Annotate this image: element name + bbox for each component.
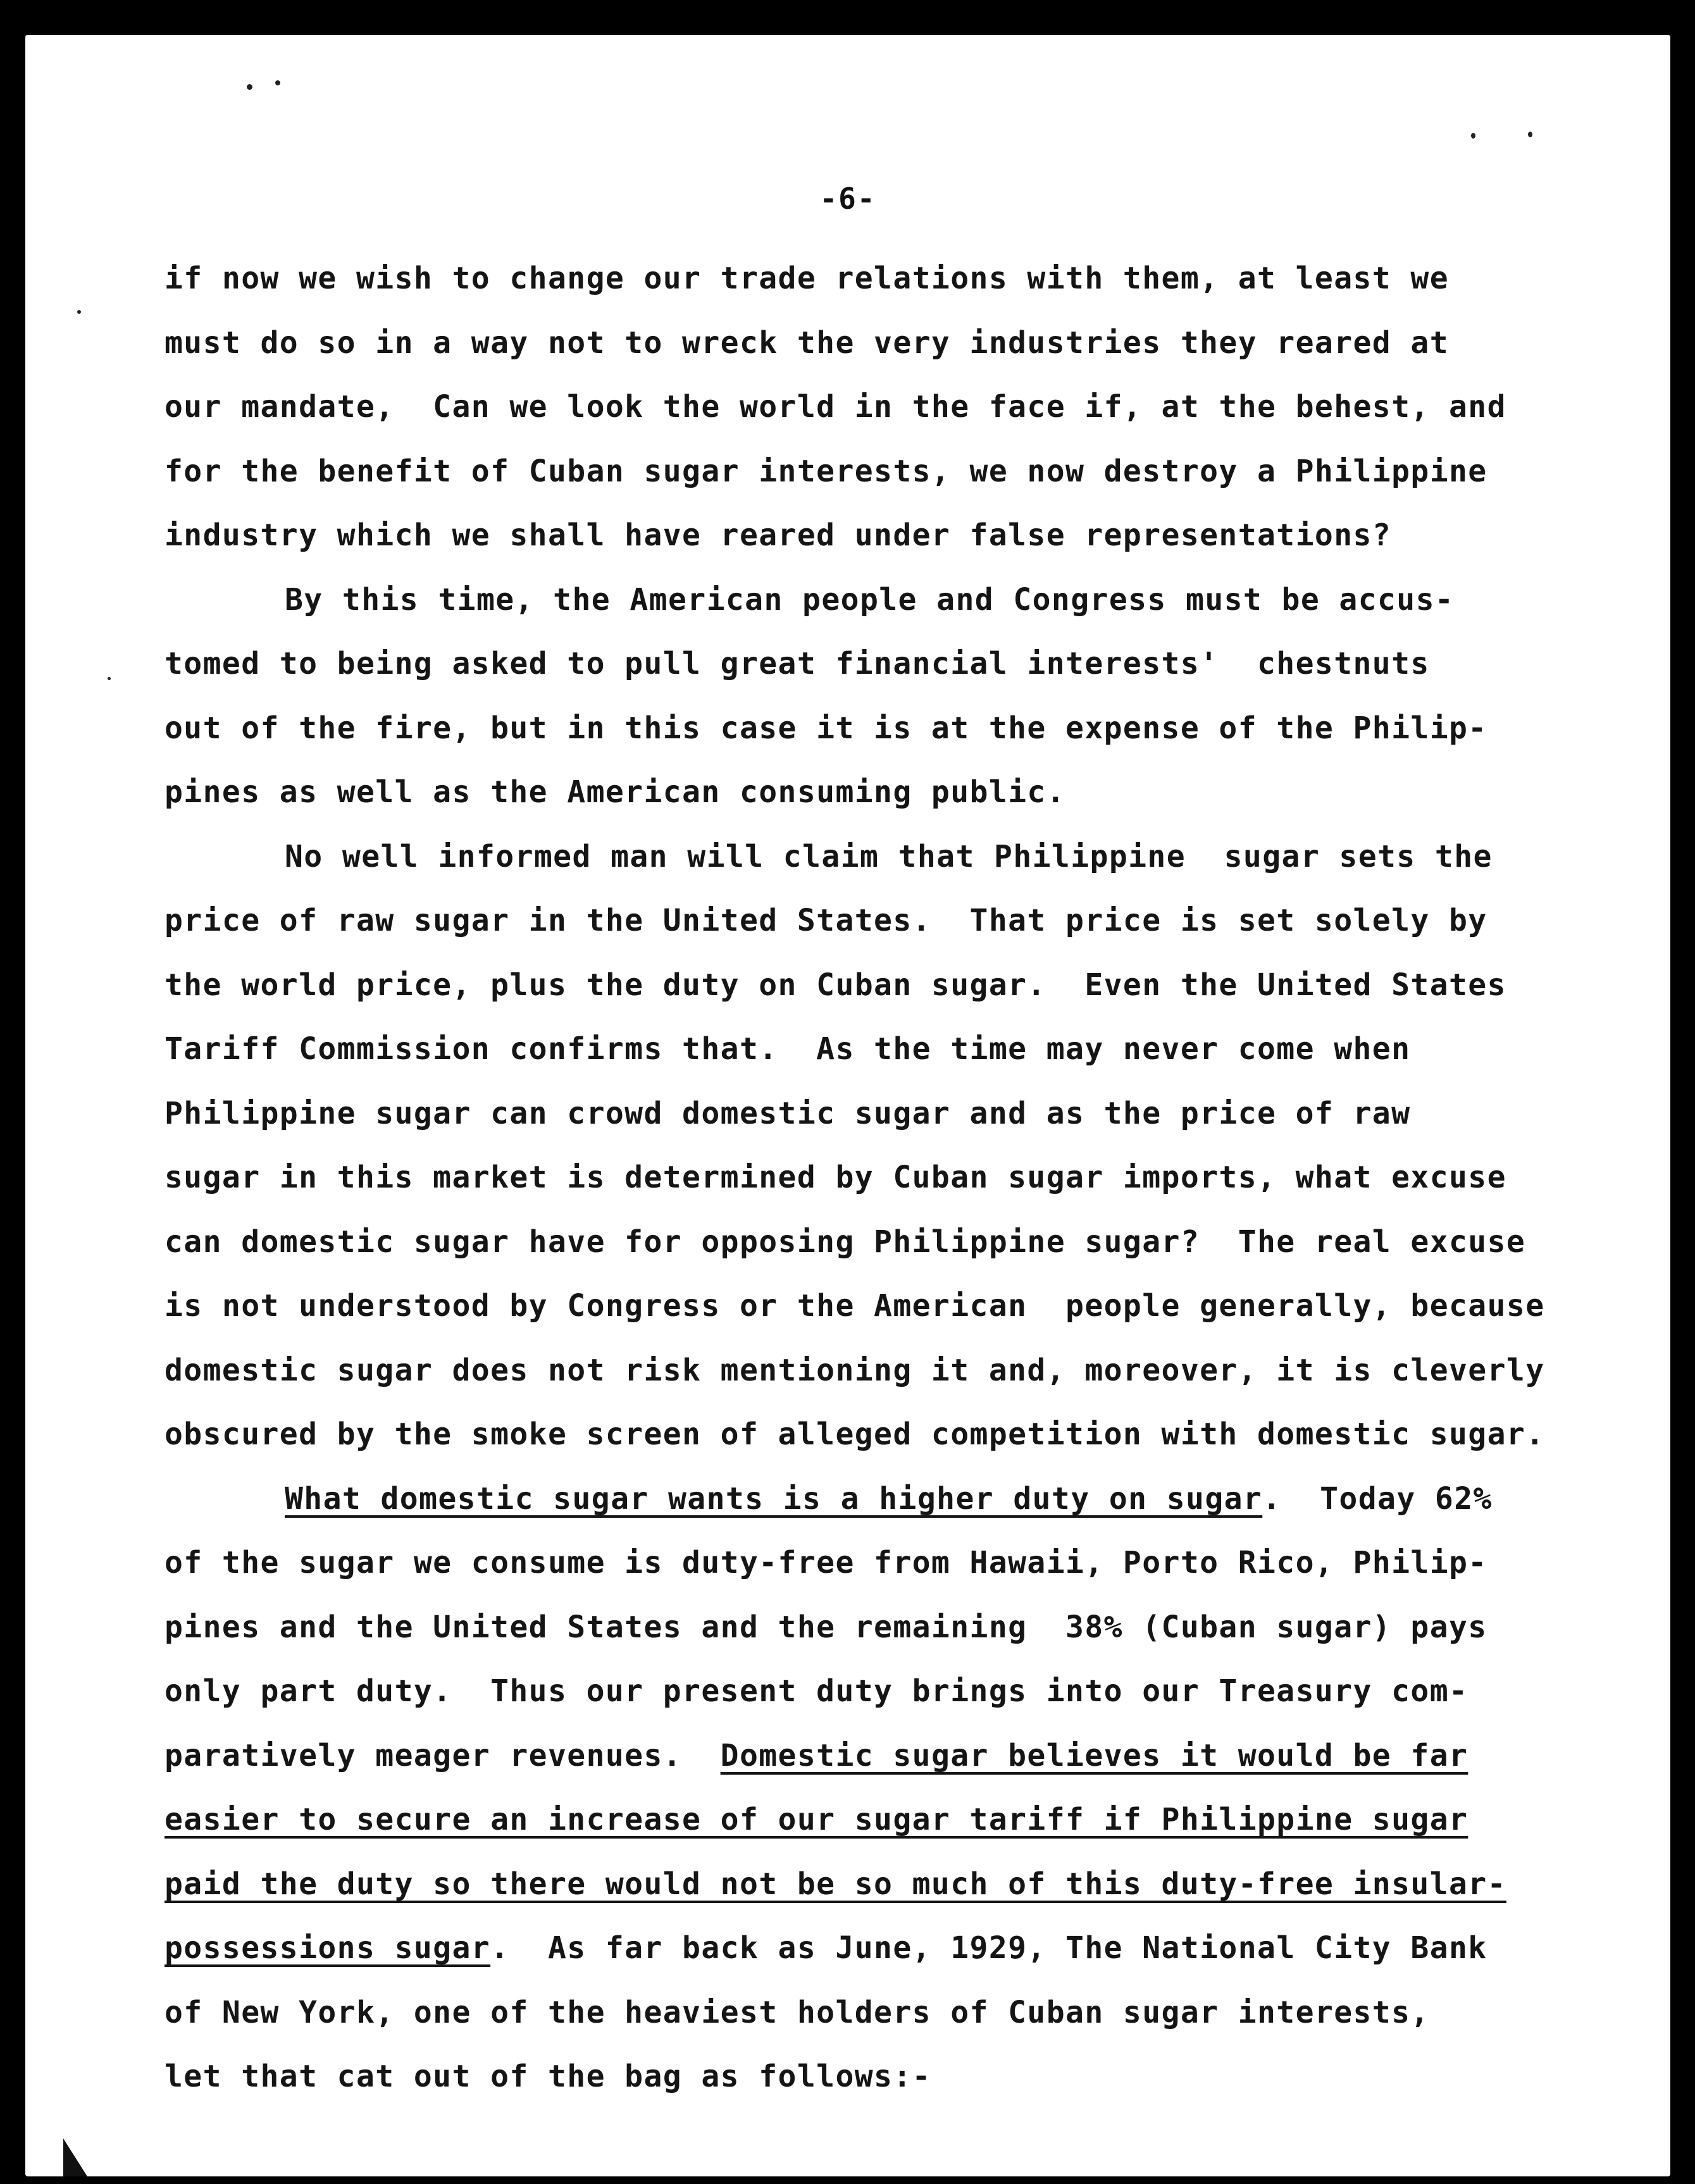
text-segment: . As far back as June, 1929, The National City Bank (490, 1930, 1487, 1966)
text-line (165, 2045, 1582, 2109)
underlined-text: What domestic sugar wants is a higher duty on sugar (285, 1480, 1263, 1517)
text-segment: . Today 62% (1262, 1480, 1493, 1517)
text-segment: Tariff Commission confirms that. As the time may never come when (165, 1031, 1411, 1067)
underlined-text: possessions sugar (165, 1930, 491, 1966)
text-segment: the world price, plus the duty on Cuban sugar. Even the United States (165, 967, 1506, 1003)
text-line (165, 1210, 1582, 1275)
text-segment: tomed to being asked to pull great financial interests' chestnuts (165, 646, 1430, 681)
underlined-text: paid the duty so there would not be so much of this duty-free insular- (165, 1866, 1506, 1902)
text-line (165, 1403, 1582, 1467)
text-line (165, 504, 1582, 568)
scan-speck (108, 677, 111, 680)
text-line (165, 1981, 1582, 2045)
text-segment: paratively meager revenues. (165, 1737, 721, 1773)
text-line (165, 1724, 1582, 1789)
text-segment: price of raw sugar in the United States. That price is set solely by (165, 903, 1487, 938)
text-segment: if now we wish to change our trade relations with them, at least we (165, 261, 1449, 296)
text-line (165, 953, 1582, 1018)
text-segment: for the benefit of Cuban sugar interests, we now destroy a Philippine (165, 453, 1487, 489)
text-line (165, 889, 1582, 953)
underlined-text: Domestic sugar believes it would be far (720, 1737, 1468, 1773)
text-line (165, 697, 1582, 761)
text-line (165, 1788, 1582, 1852)
text-line (165, 1017, 1582, 1082)
text-segment: can domestic sugar have for opposing Philippine sugar? The real excuse (165, 1224, 1526, 1260)
text-segment: By this time, the American people and Congress must be accus- (285, 581, 1455, 617)
text-segment: of the sugar we consume is duty-free from Hawaii, Porto Rico, Philip- (165, 1545, 1487, 1580)
text-segment: Philippine sugar can crowd domestic sugar and as the price of raw (165, 1095, 1411, 1131)
text-segment: is not understood by Congress or the American people generally, because (165, 1288, 1545, 1324)
text-line (165, 440, 1582, 504)
text-segment: of New York, one of the heaviest holders of Cuban sugar interests, (165, 1994, 1430, 2030)
text-line (165, 760, 1582, 825)
text-line (165, 311, 1582, 376)
text-segment: domestic sugar does not risk mentioning it and, moreover, it is cleverly (165, 1352, 1545, 1388)
scan-speck (1471, 133, 1475, 139)
text-segment: sugar in this market is determined by Cuban sugar imports, what excuse (165, 1160, 1506, 1195)
text-line (165, 1531, 1582, 1596)
scan-speck (1528, 132, 1532, 137)
text-segment: pines and the United States and the remaining 38% (Cuban sugar) pays (165, 1609, 1487, 1645)
text-line (165, 247, 1582, 311)
scan-speck (77, 310, 81, 314)
text-segment: let that cat out of the bag as follows:- (165, 2059, 931, 2094)
document-page (25, 35, 1670, 2176)
text-line (165, 568, 1582, 633)
text-line (165, 1852, 1582, 1917)
text-line (165, 1467, 1582, 1532)
text-line (165, 375, 1582, 440)
text-segment: must do so in a way not to wreck the very industries they reared at (165, 325, 1449, 361)
text-line (165, 632, 1582, 697)
scan-corner-mark (63, 2138, 87, 2176)
text-line (165, 1146, 1582, 1210)
text-segment: No well informed man will claim that Philippine sugar sets the (285, 838, 1493, 874)
scan-speck (247, 84, 252, 90)
text-segment: out of the fire, but in this case it is at the expense of the Philip- (165, 710, 1487, 746)
document-body (165, 247, 1582, 2109)
text-segment: pines as well as the American consuming public. (165, 774, 1066, 810)
text-line (165, 1339, 1582, 1403)
underlined-text: easier to secure an increase of our sugar tariff if Philippine sugar (165, 1802, 1468, 1837)
text-line (165, 1274, 1582, 1339)
text-segment: obscured by the smoke screen of alleged competition with domestic sugar. (165, 1417, 1545, 1452)
text-line (165, 1082, 1582, 1146)
text-line (165, 1660, 1582, 1724)
text-segment: industry which we shall have reared under false representations? (165, 518, 1392, 553)
text-line (165, 1916, 1582, 1981)
text-segment: our mandate, Can we look the world in the face if, at the behest, and (165, 389, 1506, 425)
text-segment: only part duty. Thus our present duty brings into our Treasury com- (165, 1673, 1468, 1709)
text-line (165, 1596, 1582, 1660)
page-number: -6- (819, 182, 876, 216)
text-line (165, 825, 1582, 890)
scan-speck (275, 80, 280, 85)
